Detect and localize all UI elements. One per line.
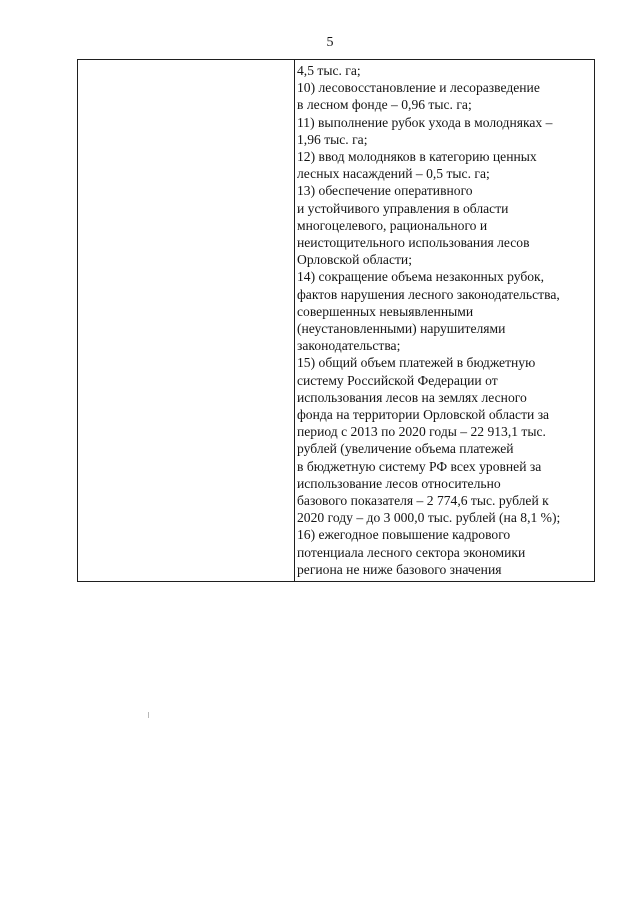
scan-mark bbox=[148, 712, 149, 718]
text-line: законодательства; bbox=[297, 338, 401, 354]
text-line: 16) ежегодное повышение кадрового bbox=[297, 527, 511, 543]
text-line: региона не ниже базового значения bbox=[297, 561, 502, 577]
text-line: 2020 году – до 3 000,0 тыс. рублей (на 8,1 %); bbox=[297, 510, 561, 526]
column-divider bbox=[294, 60, 295, 581]
text-line: 11) выполнение рубок ухода в молодняках – bbox=[297, 114, 553, 130]
text-line: лесных насаждений – 0,5 тыс. га; bbox=[297, 166, 490, 182]
text-line: базового показателя – 2 774,6 тыс. рублей к bbox=[297, 493, 549, 509]
text-line: совершенных невыявленными bbox=[297, 303, 474, 319]
document-table bbox=[77, 59, 595, 582]
text-line: фактов нарушения лесного законодательства, bbox=[297, 286, 560, 302]
text-line: Орловской области; bbox=[297, 252, 412, 268]
table-right-cell bbox=[297, 62, 592, 578]
text-line: использование лесов относительно bbox=[297, 475, 501, 491]
text-line: период с 2013 по 2020 годы – 22 913,1 тыс. bbox=[297, 424, 546, 440]
text-line: рублей (увеличение объема платежей bbox=[297, 441, 514, 457]
text-line: использования лесов на землях лесного bbox=[297, 389, 527, 405]
text-line: 4,5 тыс. га; bbox=[297, 63, 361, 78]
text-line: 1,96 тыс. га; bbox=[297, 131, 368, 147]
text-line: и устойчивого управления в области bbox=[297, 200, 509, 216]
text-line: (неустановленными) нарушителями bbox=[297, 321, 506, 337]
text-line: в бюджетную систему РФ всех уровней за bbox=[297, 458, 542, 474]
table-left-cell bbox=[78, 60, 294, 581]
text-line: неистощительного использования лесов bbox=[297, 235, 530, 251]
text-line: 14) сокращение объема незаконных рубок, bbox=[297, 269, 545, 285]
text-line: 10) лесовосстановление и лесоразведение bbox=[297, 80, 540, 96]
page-number: 5 bbox=[326, 35, 334, 50]
text-line: многоцелевого, рационального и bbox=[297, 217, 488, 233]
text-line: потенциала лесного сектора экономики bbox=[297, 544, 526, 560]
text-line: 13) обеспечение оперативного bbox=[297, 183, 473, 199]
text-line: систему Российской Федерации от bbox=[297, 372, 498, 388]
text-line: 12) ввод молодняков в категорию ценных bbox=[297, 149, 537, 165]
text-line: фонда на территории Орловской области за bbox=[297, 407, 550, 423]
text-line: в лесном фонде – 0,96 тыс. га; bbox=[297, 97, 472, 113]
text-line: 15) общий объем платежей в бюджетную bbox=[297, 355, 536, 371]
